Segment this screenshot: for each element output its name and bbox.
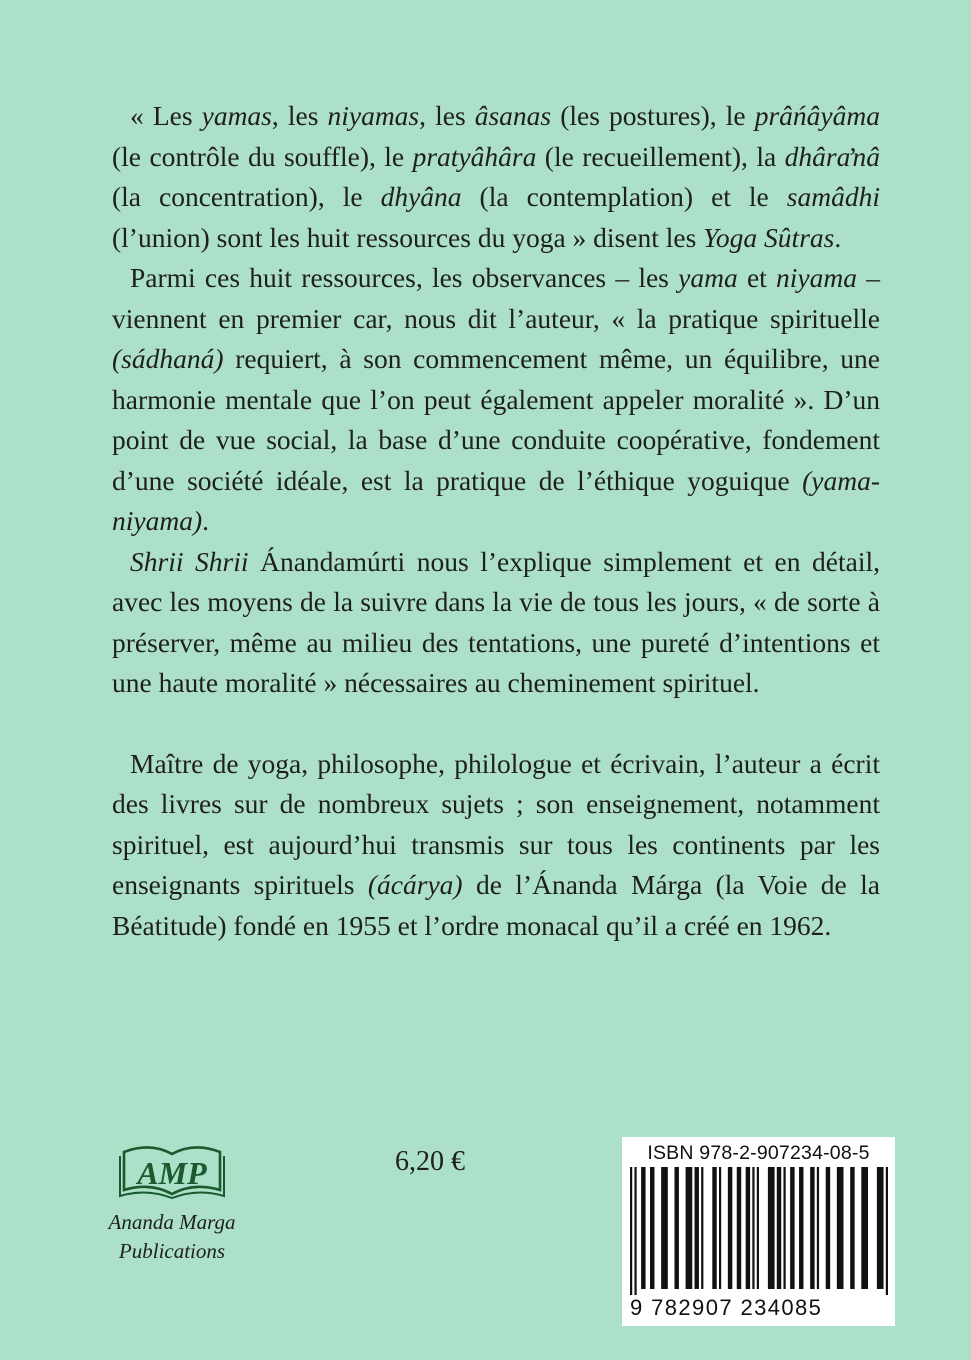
paragraph: [112, 542, 880, 704]
text-run: de l’Ánanda Márga (la Voie de la Béatitude) fondé en 1955 et l’ordre monacal qu’il a créé en 1962.: [112, 869, 880, 941]
text-run: et: [737, 262, 777, 293]
publisher-line-1: Ananda Marga: [108, 1210, 236, 1234]
italic-term: niyamas: [327, 100, 420, 131]
back-cover-text: [112, 96, 880, 946]
italic-term: pratyâhâra: [412, 140, 537, 172]
text-run: (le contrôle du souffle), le: [112, 140, 413, 172]
text-run: .: [834, 221, 842, 253]
italic-term: prâńâyâma: [754, 100, 880, 131]
open-book-icon: [116, 1140, 228, 1202]
text-run: Maître de yoga, philosophe, philologue et écrivain, l’auteur a écrit des livres sur de nombreux sujets ; son enseignement, notamment spirituel, est aujourd’hui transmis sur tous les continents par les enseignants spirituels: [112, 747, 880, 900]
barcode-bar: [712, 1167, 716, 1289]
barcode-bar: [886, 1167, 888, 1295]
text-run: , les: [271, 100, 328, 131]
barcode-bar: [768, 1167, 775, 1289]
barcode-bar: [810, 1167, 814, 1289]
text-run: Ánandamúrti nous l’explique simplement et en détail, avec les moyens de la suivre dans la vie de tous les jours, « de sorte à préserver, même au milieu des tentations, une pureté d’intentions et une haute moralité » nécessaires au cheminement spirituel.: [112, 545, 881, 698]
barcode-bars: [630, 1167, 888, 1295]
text-run: requiert, à son commencement même, un équilibre, une harmonie mentale que l’on peut également appeler moralité ». D’un point de vue social, la base d’une conduite coopérative, fondement d’une société idéale, est la pratique de l’éthique yoguique: [112, 343, 880, 496]
isbn-barcode: [622, 1137, 895, 1326]
barcode-bar: [783, 1167, 785, 1289]
barcode-bar: [861, 1167, 868, 1289]
italic-term: samâdhi: [786, 181, 880, 212]
italic-term: dhyâna: [380, 181, 462, 212]
publisher-line-2: Publications: [118, 1239, 226, 1263]
isbn-label: ISBN 978-2-907234-08-5: [647, 1142, 870, 1164]
barcode-bar: [877, 1167, 884, 1289]
barcode-bar: [719, 1167, 721, 1289]
italic-term: Shrii Shrii: [130, 545, 249, 577]
text-run: (l’union) sont les huit ressources du yoga » disent les: [112, 221, 704, 253]
paragraph: [112, 96, 880, 258]
barcode-bar: [799, 1167, 803, 1289]
italic-term: (ácárya): [367, 869, 463, 900]
barcode-bar: [826, 1167, 830, 1289]
isbn-digits: 9 782907 234085: [630, 1295, 823, 1320]
text-run: Parmi ces huit ressources, les observances – les: [130, 262, 679, 293]
text-run: « Les: [130, 100, 202, 131]
text-run: (les postures), le: [551, 100, 755, 131]
barcode-bar: [634, 1167, 636, 1295]
text-run: , les: [419, 100, 475, 131]
italic-term: (sádhaná): [112, 343, 224, 374]
publisher-logo: [92, 1140, 252, 1266]
italic-term: yama: [678, 262, 738, 293]
barcode-bar: [737, 1167, 741, 1289]
text-run: (le recueillement), la: [536, 140, 785, 172]
logo-monogram: AMP: [137, 1155, 207, 1191]
italic-term: Yoga Sûtras: [703, 221, 835, 253]
price: 6,20 €: [395, 1146, 465, 1177]
text-run: .: [202, 505, 209, 536]
barcode-bar: [650, 1167, 654, 1289]
text-run: (la contemplation) et le: [461, 181, 787, 212]
barcode-bar: [701, 1167, 703, 1289]
italic-term: (yama-niyama): [112, 464, 880, 536]
barcode-bar: [686, 1167, 693, 1289]
barcode-bar: [630, 1167, 632, 1295]
barcode-bar: [790, 1167, 794, 1289]
italic-term: niyama: [776, 262, 857, 293]
barcode-bar: [695, 1167, 699, 1289]
barcode-bar: [674, 1167, 678, 1289]
barcode-bar: [850, 1167, 854, 1289]
barcode-bar: [728, 1167, 732, 1289]
publisher-name: [92, 1208, 252, 1266]
paragraph: [112, 258, 880, 542]
barcode-bar: [817, 1167, 819, 1289]
paragraph: [112, 744, 880, 947]
barcode-bar: [837, 1167, 844, 1289]
barcode-bar: [661, 1167, 668, 1289]
barcode-bar: [757, 1167, 759, 1289]
barcode-bar: [752, 1167, 754, 1289]
text-run: – viennent en premier car, nous dit l’auteur, « la pratique spirituelle: [112, 262, 880, 334]
barcode-bar: [777, 1167, 781, 1289]
barcode-bar: [746, 1167, 750, 1289]
italic-term: yamas: [201, 100, 272, 131]
italic-term: âsanas: [474, 100, 552, 131]
barcode-bar: [641, 1167, 645, 1289]
text-run: (la concentration), le: [112, 181, 381, 212]
italic-term: dhâraŉâ: [784, 140, 880, 172]
